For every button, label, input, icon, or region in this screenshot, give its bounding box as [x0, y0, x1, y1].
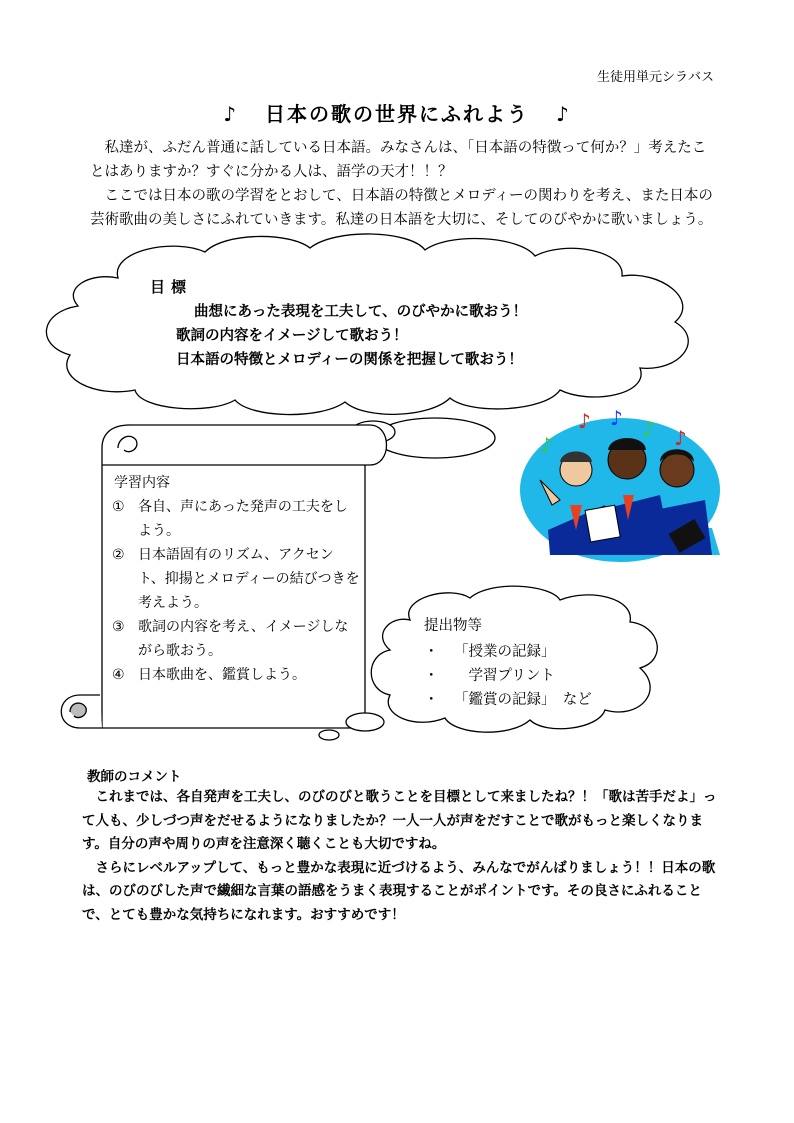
submissions-heading: 提出物等 [424, 618, 482, 634]
teacher-paragraph: さらにレベルアップして、もっと豊かな表現に近づけるよう、みんなでがんばりましょう！！日本の歌は、のびのびした声で繊細な言葉の語感をうまく表現することがポイントです。その良さにふれることで、とても豊かな気持ちになれます。おすすめです！ [82, 859, 716, 923]
item-text: 「鑑賞の記録」 など [454, 692, 592, 708]
item-text: 日本語固有のリズム、アクセント、抑揚とメロディーの結びつきを考えよう。 [138, 547, 360, 611]
learning-list [112, 495, 360, 687]
item-text: 学習プリント [454, 668, 555, 684]
item-text: 日本歌曲を、鑑賞しよう。 [138, 667, 306, 683]
item-number: ② [112, 547, 125, 563]
teacher-comment-heading: 教師のコメント [87, 769, 182, 785]
list-item [112, 663, 360, 687]
learning-heading: 学習内容 [114, 475, 170, 491]
intro [90, 136, 720, 232]
item-number: ① [112, 499, 125, 515]
teacher-paragraph: これまでは、各自発声を工夫し、のびのびと歌うことを目標として来ましたね？！「歌は苦手だよ」って人も、少しづつ声をだせるようになりましたか？一人一人が声をだすことで歌がもっと楽しくなります。自分の声や周りの声を注意深く聴くことも大切ですね。 [82, 789, 717, 852]
page-title [0, 98, 794, 127]
syllabus-label: 生徒用単元シラバス [596, 70, 714, 85]
music-note-icon: ♪ [642, 417, 655, 441]
music-note-icon: ♪ [578, 409, 591, 433]
item-text: 各自、声にあった発声の工夫をしよう。 [138, 499, 348, 539]
music-note-icon: ♪ [674, 426, 687, 450]
goals-heading: 目標 [150, 278, 193, 296]
music-note-icon: ♪ [555, 102, 571, 126]
title-text: 日本の歌の世界にふれよう [265, 102, 529, 126]
goal-item: 歌詞の内容をイメージして歌おう！ [176, 328, 408, 344]
teacher-comment [82, 786, 722, 927]
intro-paragraph: ここでは日本の歌の学習をとおして、日本語の特徴とメロディーの関わりを考え、また日本の芸術歌曲の美しさにふれていきます。私達の日本語を大切に、そしてのびやかに歌いましょう。 [90, 188, 713, 228]
bullet: ・ [424, 692, 439, 708]
music-note-icon: ♪ [540, 433, 553, 457]
intro-paragraph: 私達が、ふだん普通に話している日本語。みなさんは、「日本語の特徴って何か？」考えたことはありますか？すぐに分かる人は、語学の天才！！？ [90, 140, 707, 180]
music-note-icon: ♪ [223, 102, 239, 126]
list-item [424, 664, 592, 688]
music-note-icon: ♪ [610, 406, 623, 430]
bullet: ・ [424, 668, 439, 684]
goal-item: 日本語の特徴とメロディーの関係を把握して歌おう！ [176, 352, 523, 368]
item-text: 歌詞の内容を考え、イメージしながら歌おう。 [138, 619, 349, 659]
item-number: ③ [112, 619, 125, 635]
list-item [112, 615, 360, 663]
list-item [424, 640, 592, 664]
list-item [112, 543, 360, 615]
submissions-list [424, 640, 592, 712]
goals-list [176, 300, 527, 372]
item-text: 「授業の記録」 [454, 644, 556, 660]
list-item [424, 688, 592, 712]
list-item [112, 495, 360, 543]
item-number: ④ [112, 667, 125, 683]
bullet: ・ [424, 644, 439, 660]
goal-item: 曲想にあった表現を工夫して、のびやかに歌おう！ [194, 304, 528, 320]
